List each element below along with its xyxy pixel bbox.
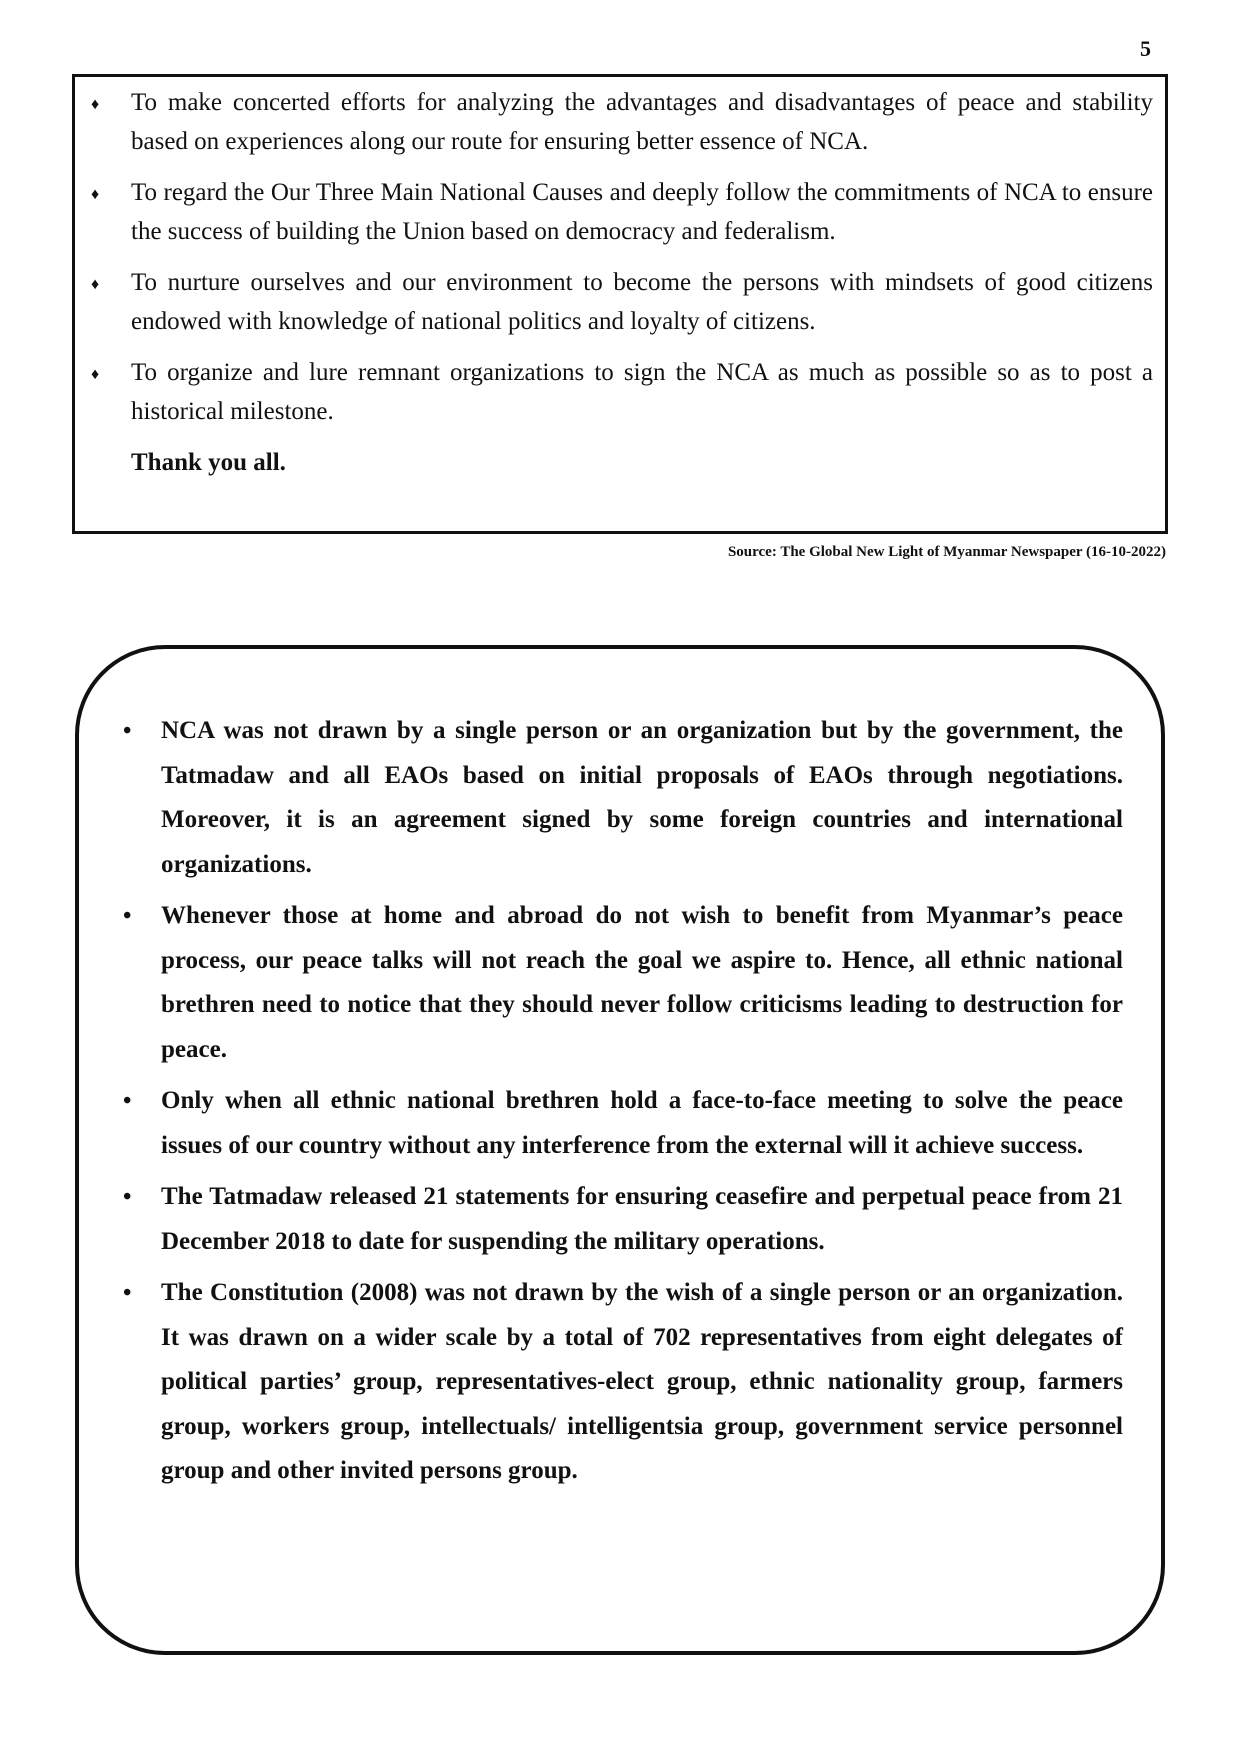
list-item-text: To regard the Our Three Main National Causes and deeply follow the commitments of NCA to ensure the success of building the Union based on democracy and federalism.: [131, 179, 1153, 245]
bullet-icon: •: [123, 1184, 132, 1210]
list-item: [123, 1271, 1123, 1494]
list-item-text: To make concerted efforts for analyzing the advantages and disadvantages of peace and stability based on experiences along our route for ensuring better essence of NCA.: [131, 89, 1153, 155]
list-item: [87, 173, 1153, 251]
list-item-text: The Constitution (2008) was not drawn by the wish of a single person or an organization. It was drawn on a wider scale by a total of 702 representatives from eight delegates of political parties’ group, representatives-elect group, ethnic nationality group, farmers group, workers group, intellectuals/ intelligentsia group, government service personnel group and other invited persons group.: [161, 1279, 1123, 1484]
list-item-text: NCA was not drawn by a single person or an organization but by the government, the Tatmadaw and all EAOs based on initial proposals of EAOs through negotiations. Moreover, it is an agreement signed by some foreign countries and international organizations.: [161, 717, 1123, 878]
list-item-text: Only when all ethnic national brethren hold a face-to-face meeting to solve the peace issues of our country without any interference from the external will it achieve success.: [161, 1087, 1123, 1159]
list-item: [87, 83, 1153, 161]
commitments-box: [72, 74, 1168, 534]
source-citation: Source: The Global New Light of Myanmar Newspaper (16-10-2022): [727, 544, 1166, 560]
list-item-text: To nurture ourselves and our environment to become the persons with mindsets of good citizens endowed with knowledge of national politics and loyalty of citizens.: [131, 269, 1153, 335]
facts-list: [123, 709, 1123, 1494]
diamond-bullet-icon: ♦: [91, 366, 100, 383]
page-number: 5: [1140, 36, 1151, 61]
list-item: [87, 353, 1153, 431]
bullet-icon: •: [123, 718, 132, 744]
bullet-icon: •: [123, 1280, 132, 1306]
diamond-bullet-icon: ♦: [91, 186, 100, 203]
list-item: [123, 709, 1123, 887]
list-item-text: The Tatmadaw released 21 statements for ensuring ceasefire and perpetual peace from 21 December 2018 to date for suspending the military operations.: [161, 1183, 1123, 1255]
bullet-icon: •: [123, 903, 132, 929]
list-item: [123, 894, 1123, 1072]
bullet-icon: •: [123, 1088, 132, 1114]
list-item: [87, 263, 1153, 341]
commitments-list: [87, 83, 1153, 431]
closing-text: Thank you all.: [131, 449, 286, 476]
facts-box: [75, 645, 1165, 1655]
diamond-bullet-icon: ♦: [91, 276, 100, 293]
diamond-bullet-icon: ♦: [91, 96, 100, 113]
list-item-text: Whenever those at home and abroad do not wish to benefit from Myanmar’s peace process, our peace talks will not reach the goal we aspire to. Hence, all ethnic national brethren need to notice that they should never follow criticisms leading to destruction for peace.: [161, 902, 1123, 1063]
list-item-text: To organize and lure remnant organizations to sign the NCA as much as possible so as to post a historical milestone.: [131, 359, 1153, 425]
list-item: [123, 1079, 1123, 1168]
list-item: [123, 1175, 1123, 1264]
